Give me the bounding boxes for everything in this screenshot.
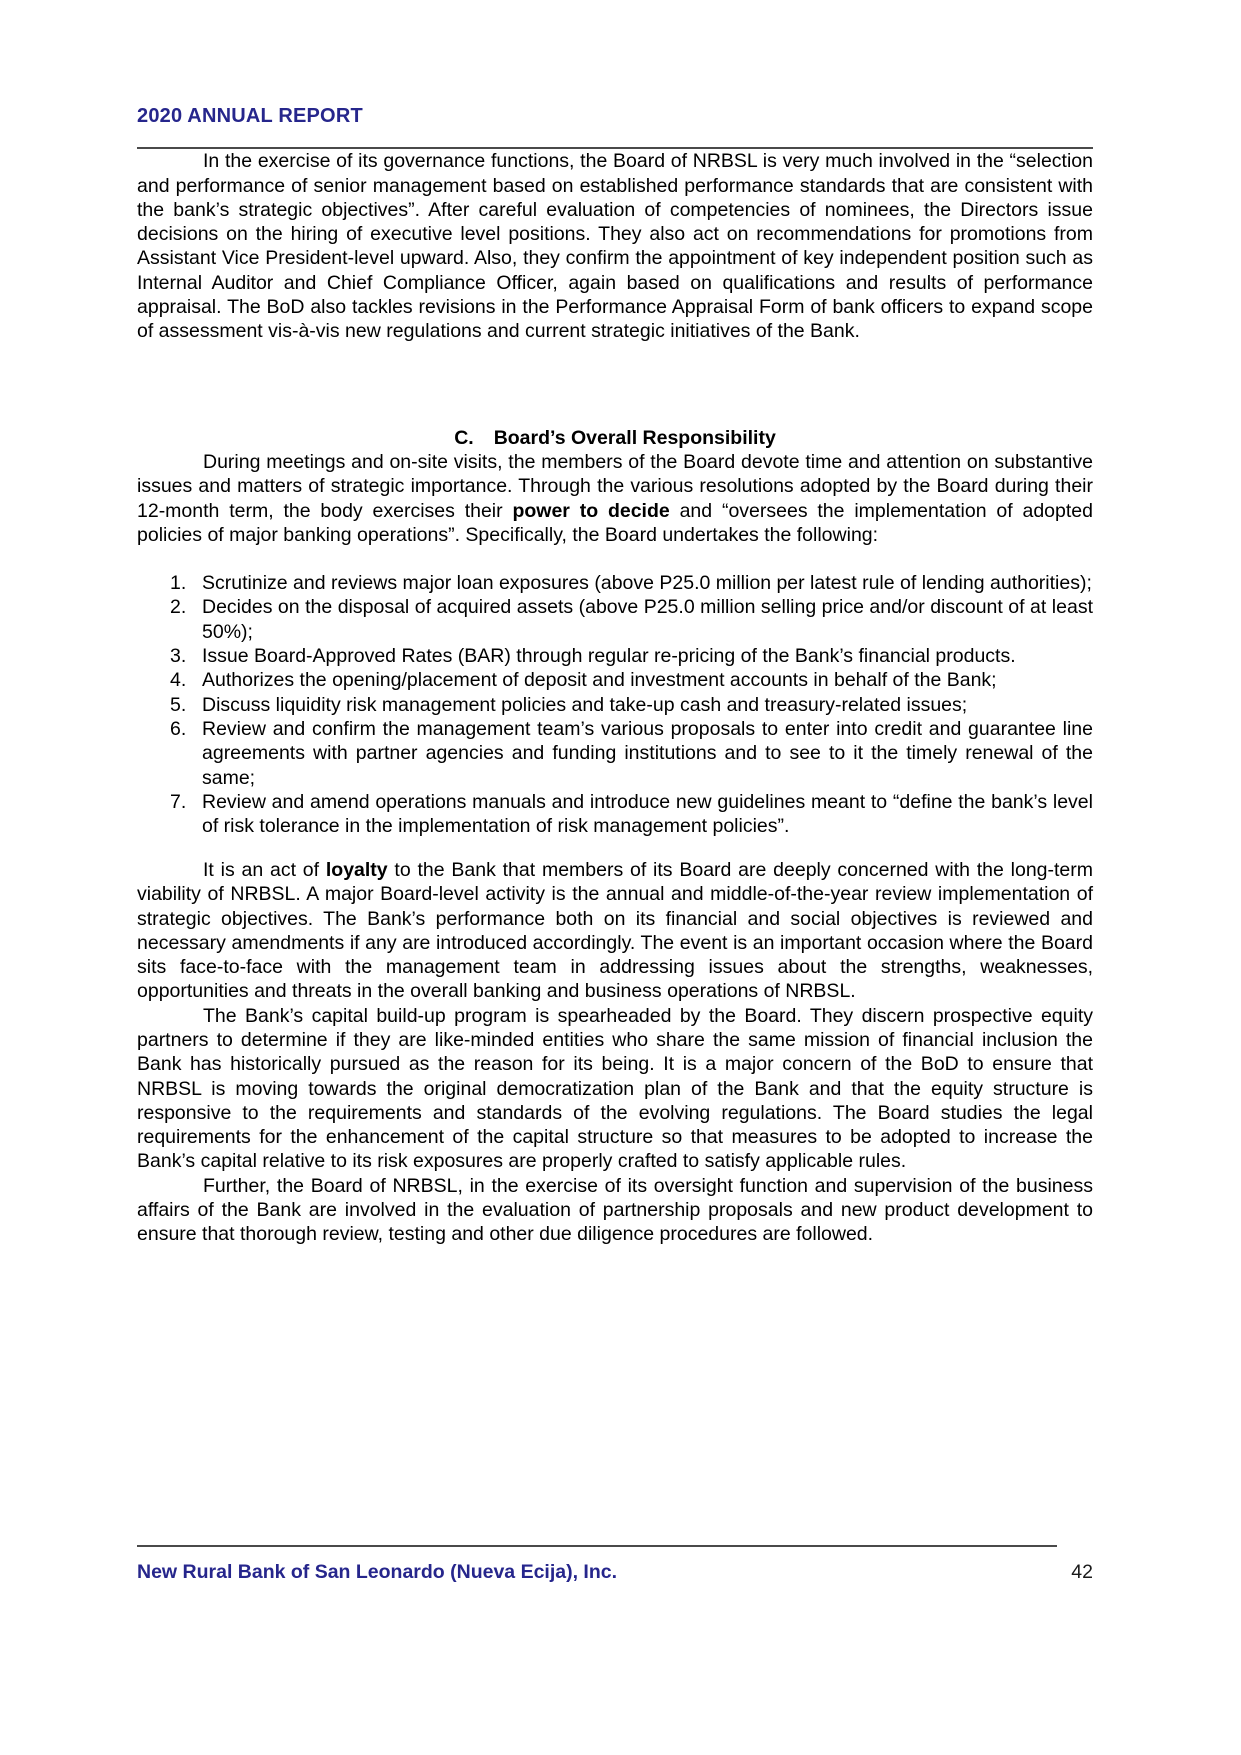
- list-item-text: Issue Board-Approved Rates (BAR) through regular re-pricing of the Bank’s financial products.: [202, 645, 1016, 668]
- paragraph-oversight: Further, the Board of NRBSL, in the exercise of its oversight function and supervision of the business affairs of the Bank are involved in the evaluation of partnership proposals and new product development to ensure that thorough review, testing and other due diligence procedures are followed.: [137, 1174, 1093, 1246]
- footer-bank-name: New Rural Bank of San Leonardo (Nueva Ecija), Inc.: [137, 1561, 618, 1583]
- list-item-text: Discuss liquidity risk management policies and take-up cash and treasury-related issues;: [202, 693, 968, 716]
- paragraph-board-meetings: During meetings and on-site visits, the members of the Board devote time and attention on substantive issues and matters of strategic importance. Through the various resolutions adopted by the Board during their 12-month term, the body exercises their power to decide and “oversees the implementation of adopted policies of major banking operations”. Specifically, the Board undertakes the following:: [137, 450, 1093, 546]
- footer-rule: [137, 1545, 1057, 1547]
- list-item: [137, 790, 1093, 839]
- page-number: 42: [1071, 1561, 1093, 1583]
- report-header-title: 2020 ANNUAL REPORT: [137, 105, 363, 127]
- list-item-number: 3.: [170, 645, 187, 668]
- section-number: C.: [454, 426, 474, 449]
- list-item-text: Review and confirm the management team’s various proposals to enter into credit and guarantee line agreements with partner agencies and funding institutions and to see to it the timely renewal of the same;: [202, 717, 1093, 789]
- board-duties-list: [137, 571, 1093, 838]
- paragraph-governance-functions: In the exercise of its governance functions, the Board of NRBSL is very much involved in the “selection and performance of senior management based on established performance standards that are consistent with the bank’s strategic objectives”. After careful evaluation of competencies of nominees, the Directors issue decisions on the hiring of executive level positions. They also act on recommendations for promotions from Assistant Vice President-level upward. Also, they confirm the appointment of key independent position such as Internal Auditor and Chief Compliance Officer, again based on qualifications and results of performance appraisal. The BoD also tackles revisions in the Performance Appraisal Form of bank officers to expand scope of assessment vis-à-vis new regulations and current strategic initiatives of the Bank.: [137, 150, 1093, 343]
- footer-row: [137, 1560, 1093, 1584]
- list-item-number: 1.: [170, 572, 187, 595]
- list-item-number: 7.: [170, 790, 187, 813]
- list-item: [137, 595, 1093, 644]
- list-item-number: 4.: [170, 669, 187, 692]
- list-item: [137, 668, 1093, 692]
- list-item-text: Review and amend operations manuals and introduce new guidelines meant to “define the bank’s level of risk tolerance in the implementation of risk management policies”.: [202, 790, 1093, 838]
- list-item-number: 6.: [170, 717, 187, 740]
- page-footer: [137, 1545, 1093, 1584]
- list-item-number: 2.: [170, 596, 187, 619]
- page-content: [137, 0, 1093, 1247]
- section-title: Board’s Overall Responsibility: [493, 426, 776, 449]
- list-item-number: 5.: [170, 693, 187, 716]
- list-item-text: Decides on the disposal of acquired assets (above P25.0 million selling price and/or discount of at least 50%);: [202, 596, 1093, 643]
- section-heading: [137, 426, 1093, 450]
- list-item-text: Scrutinize and reviews major loan exposures (above P25.0 million per latest rule of lending authorities);: [202, 572, 1092, 595]
- list-item: [137, 571, 1093, 595]
- paragraph-loyalty: It is an act of loyalty to the Bank that members of its Board are deeply concerned with the long-term viability of NRBSL. A major Board-level activity is the annual and middle-of-the-year review implementation of strategic objectives. The Bank’s performance both on its financial and social objectives is reviewed and necessary amendments if any are introduced accordingly. The event is an important occasion where the Board sits face-to-face with the management team in addressing issues about the strengths, weaknesses, opportunities and threats in the overall banking and business operations of NRBSL.: [137, 858, 1093, 1003]
- paragraph-capital-buildup: The Bank’s capital build-up program is spearheaded by the Board. They discern prospective equity partners to determine if they are like-minded entities who share the same mission of financial inclusion the Bank has historically pursued as the reason for its being. It is a major concern of the BoD to ensure that NRBSL is moving towards the original democratization plan of the Bank and that the equity structure is responsive to the requirements and standards of the evolving regulations. The Board studies the legal requirements for the enhancement of the capital structure so that measures to be adopted to increase the Bank’s capital relative to its risk exposures are properly crafted to satisfy applicable rules.: [137, 1004, 1093, 1173]
- list-item: [137, 644, 1093, 668]
- list-item: [137, 717, 1093, 790]
- list-item-text: Authorizes the opening/placement of deposit and investment accounts in behalf of the Bank;: [202, 669, 997, 692]
- list-item: [137, 693, 1093, 717]
